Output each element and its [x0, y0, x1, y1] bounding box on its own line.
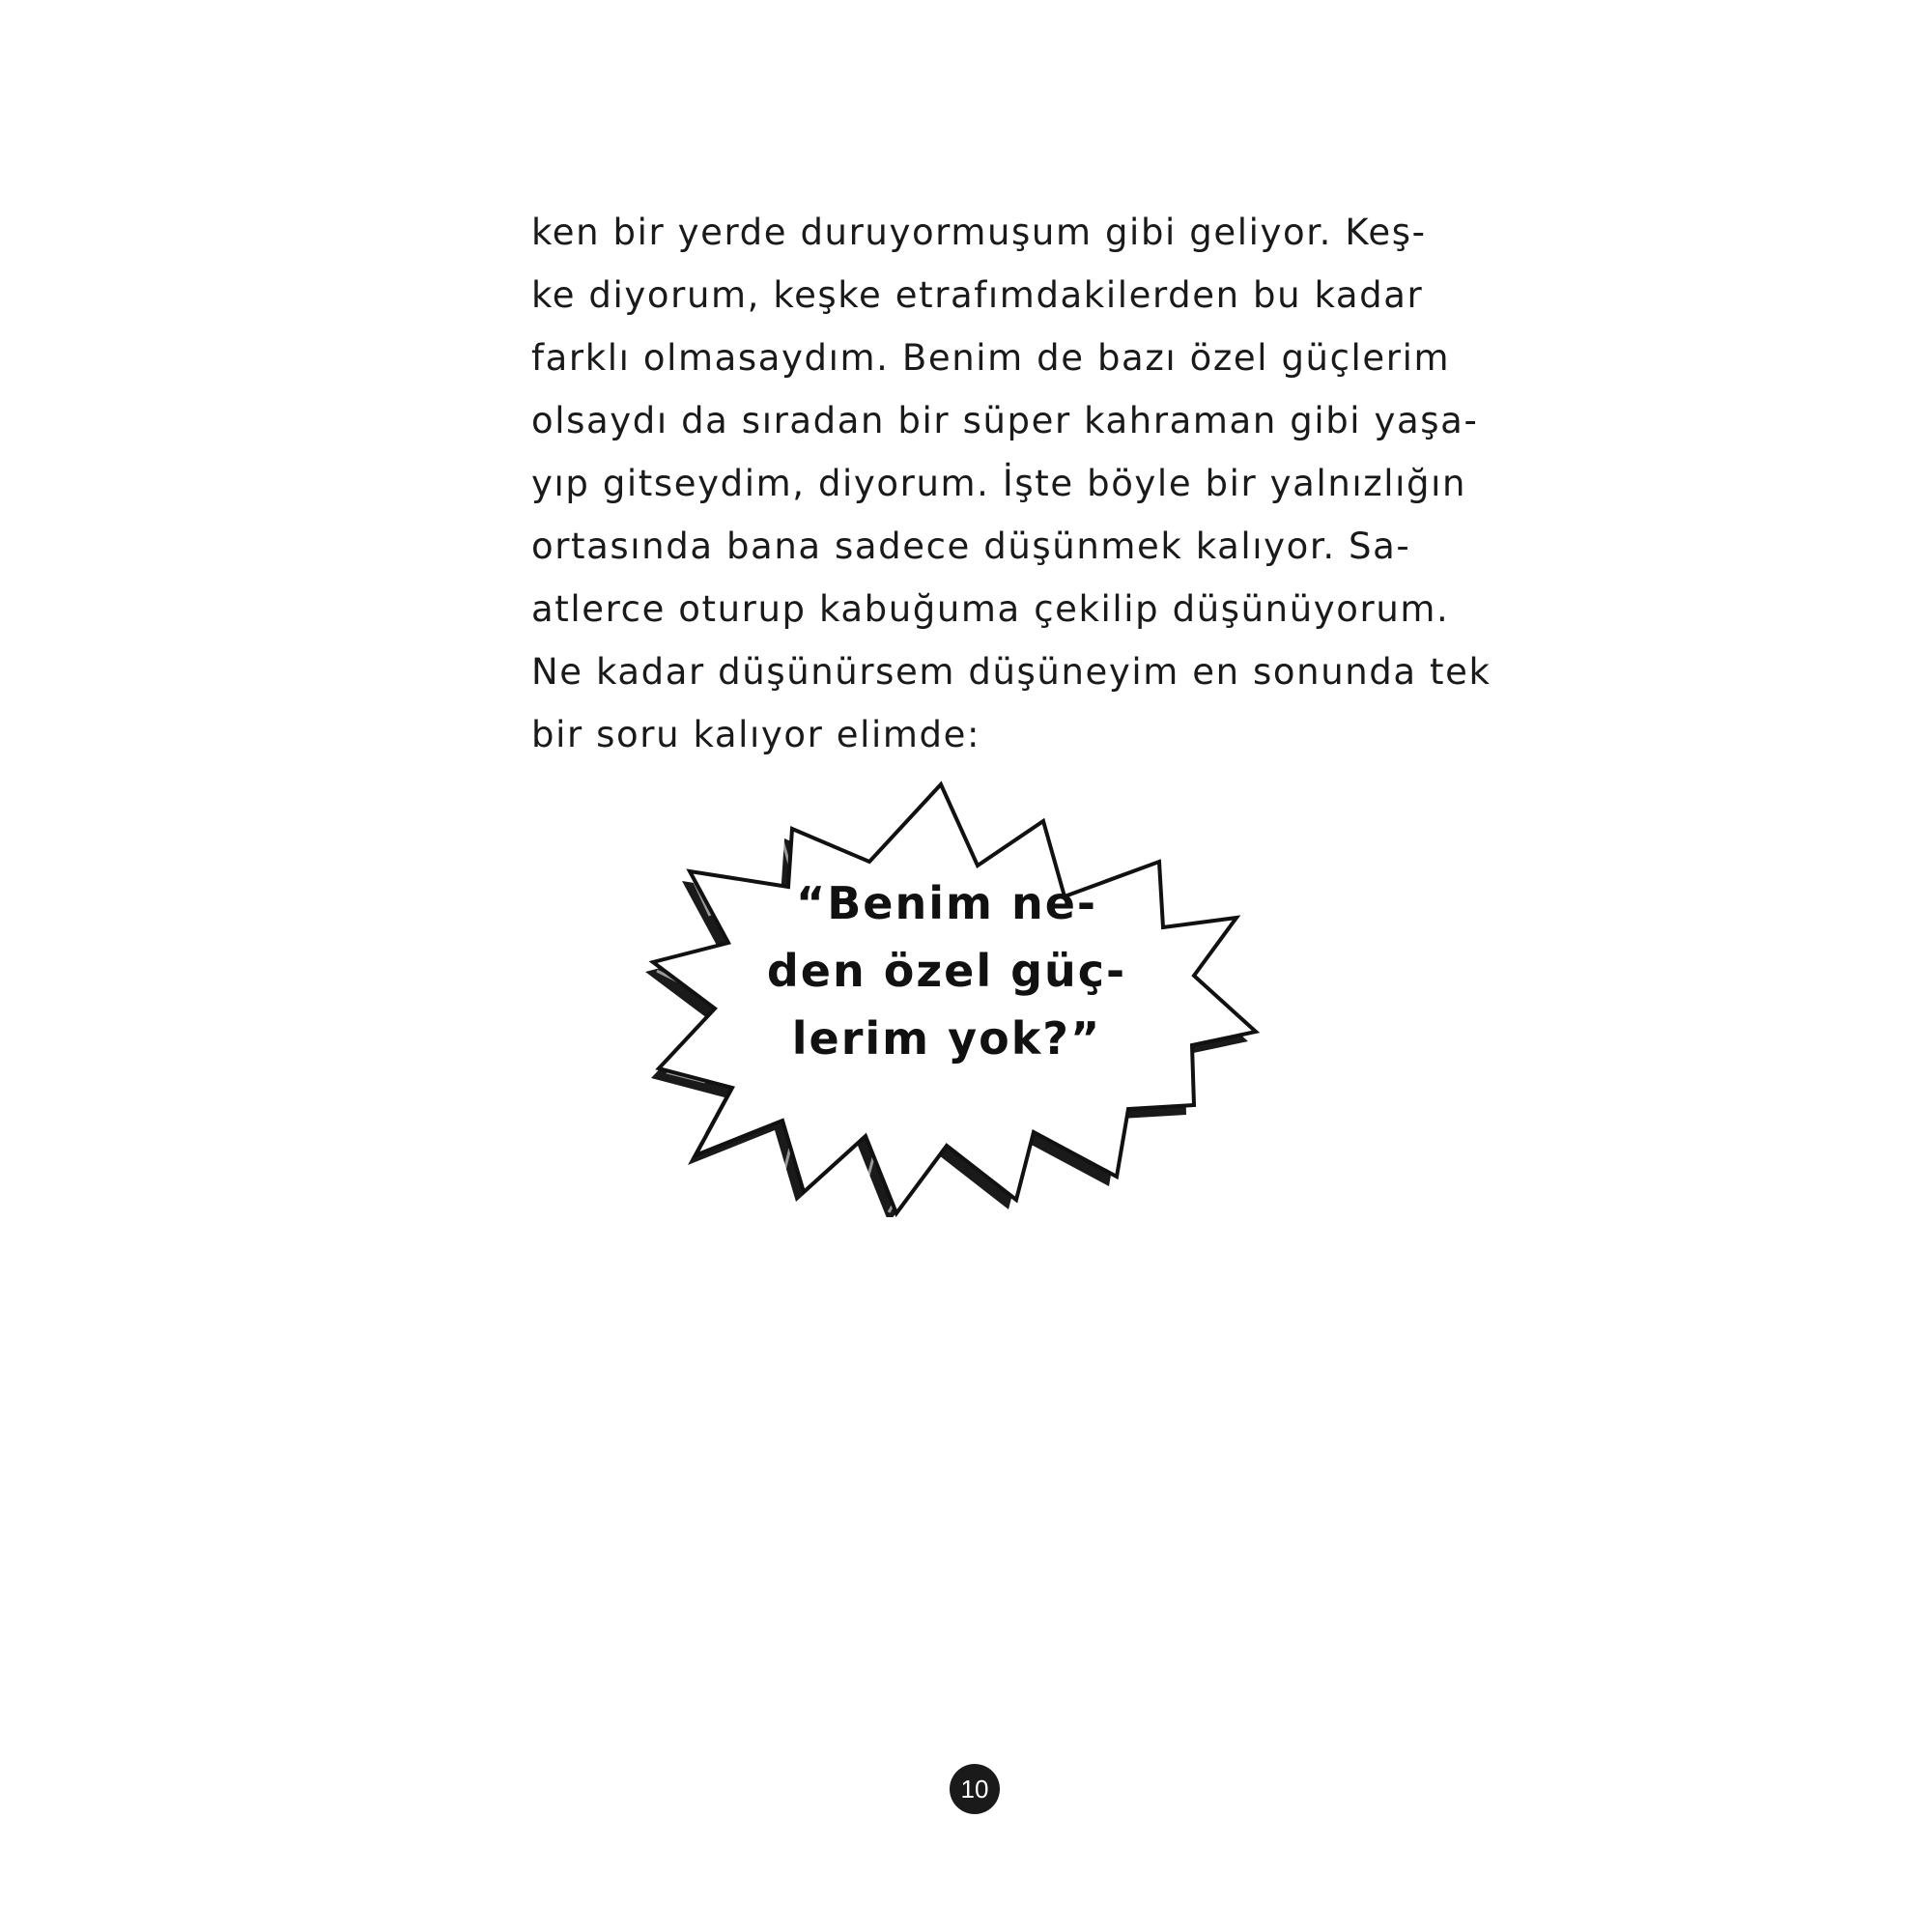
body-line: Ne kadar düşünürsem düşüneyim en sonunda tek	[531, 651, 1492, 693]
burst-line: “Benim ne-	[796, 877, 1097, 929]
body-line: olsaydı da sıradan bir süper kahraman gibi yaşa-	[531, 400, 1479, 441]
body-line: bir soru kalıyor elimde:	[531, 714, 981, 755]
speech-burst	[638, 773, 1275, 1217]
body-line: ken bir yerde duruyormuşum gibi geliyor. Keş-	[531, 212, 1427, 253]
body-line: ortasında bana sadece düşünmek kalıyor. Sa-	[531, 526, 1411, 567]
body-line: ke diyorum, keşke etrafımdakilerden bu kadar	[531, 274, 1424, 316]
body-line: yıp gitseydim, diyorum. İşte böyle bir yalnızlığın	[531, 463, 1467, 504]
burst-question	[638, 869, 1256, 1072]
burst-line: den özel güç-	[766, 945, 1127, 997]
page-number-badge: 10	[950, 1764, 1000, 1814]
body-line: farklı olmasaydım. Benim de bazı özel güçlerim	[531, 337, 1451, 379]
burst-line: lerim yok?”	[791, 1012, 1102, 1065]
body-line: atlerce oturup kabuğuma çekilip düşünüyorum.	[531, 588, 1450, 630]
body-text	[531, 201, 1492, 766]
